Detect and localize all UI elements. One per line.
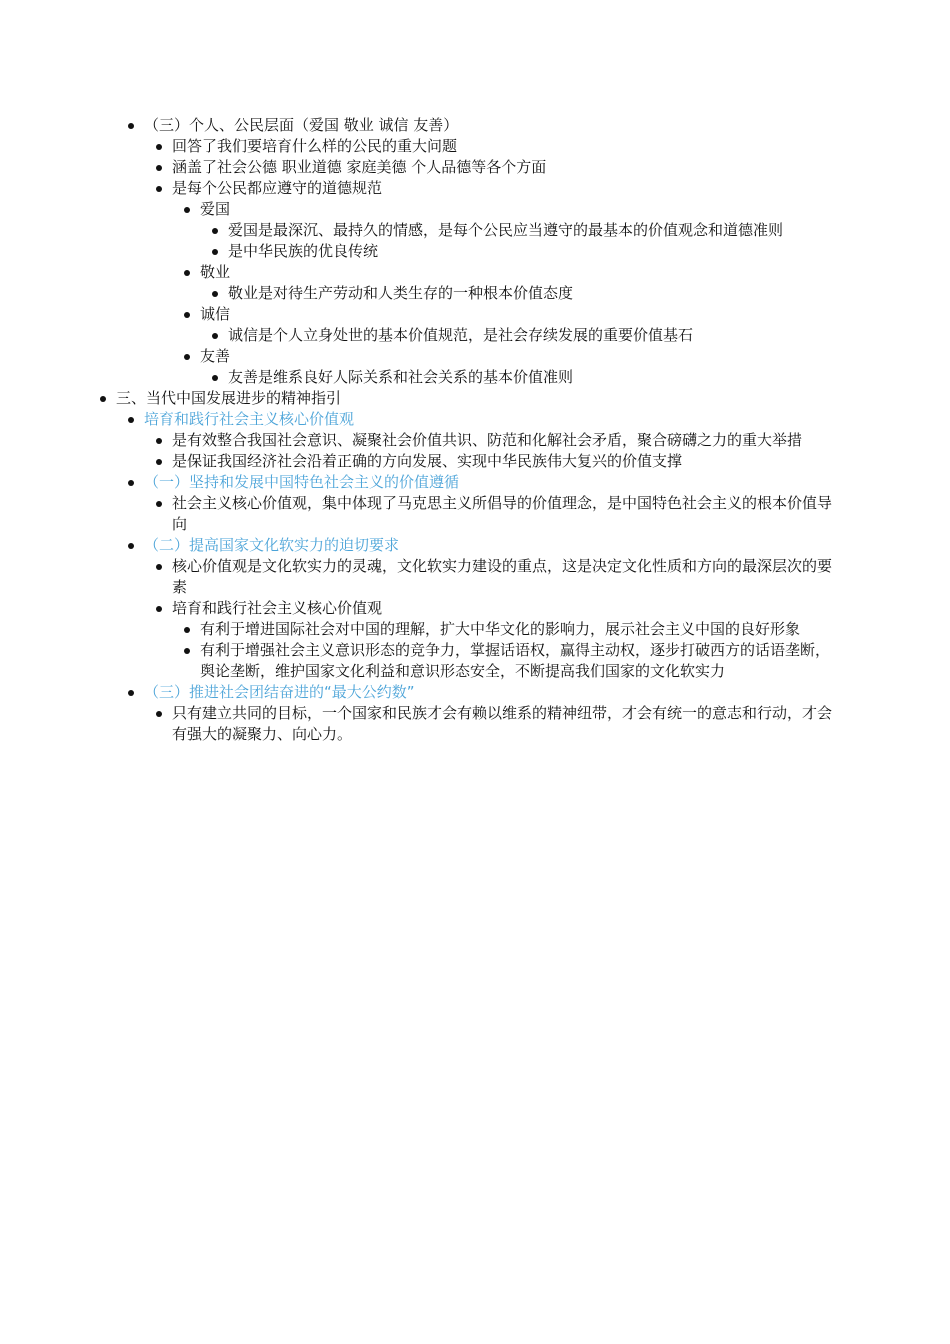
outline-item: [228, 220, 834, 241]
outline-heading: （三）个人、公民层面（爱国 敬业 诚信 友善）: [144, 116, 459, 134]
outline-item-text: 社会主义核心价值观，集中体现了马克思主义所倡导的价值理念，是中国特色社会主义的根本价值导向: [172, 494, 833, 533]
outline-item: [172, 451, 836, 472]
outline-sublist: [200, 325, 834, 346]
outline-item-text: 爱国: [200, 200, 231, 218]
outline-item-text: 培育和践行社会主义核心价值观: [172, 599, 383, 617]
outline-item-text: 核心价值观是文化软实力的灵魂，文化软实力建设的重点，这是决定文化性质和方向的最深层次的要素: [172, 557, 833, 596]
outline-item: [172, 598, 836, 682]
outline-sublist: [144, 556, 836, 682]
outline-item[interactable]: [144, 472, 836, 535]
outline-item: [172, 157, 834, 178]
outline-item-text: 有利于增进国际社会对中国的理解，扩大中华文化的影响力，展示社会主义中国的良好形象: [200, 620, 801, 638]
outline-item-text: 涵盖了社会公德 职业道德 家庭美德 个人品德等各个方面: [172, 158, 547, 176]
outline-item: [172, 178, 834, 388]
outline-sublist: [144, 430, 836, 472]
outline-heading: 三、当代中国发展进步的精神指引: [116, 389, 342, 407]
outline-sublist: [200, 283, 834, 304]
outline-item: [228, 367, 834, 388]
outline-item: [228, 325, 834, 346]
outline-top-item: [0, 115, 834, 388]
outline-item-text: 是有效整合我国社会意识、凝聚社会价值共识、防范和化解社会矛盾，聚合磅礴之力的重大举措: [172, 431, 803, 449]
outline-item: [200, 640, 836, 682]
outline-item: [228, 241, 834, 262]
outline-link-text[interactable]: （三）推进社会团结奋进的“最大公约数”: [144, 683, 415, 701]
outline-item-text: 友善是维系良好人际关系和社会关系的基本价值准则: [228, 368, 574, 386]
outline-item-text: 有利于增强社会主义意识形态的竞争力，掌握话语权，赢得主动权，逐步打破西方的话语垄断，舆论垄断，维护国家文化利益和意识形态安全，不断提高我们国家的文化软实力: [200, 641, 831, 680]
outline-item-text: 敬业: [200, 263, 231, 281]
outline-item-text: 诚信: [200, 305, 231, 323]
outline-link-text[interactable]: 培育和践行社会主义核心价值观: [144, 410, 355, 428]
outline-item[interactable]: [144, 682, 836, 745]
outline-top-item: [0, 388, 836, 745]
outline-sublist: [144, 493, 836, 535]
outline-item-text: 诚信是个人立身处世的基本价值规范，是社会存续发展的重要价值基石: [228, 326, 694, 344]
outline-item-text: 只有建立共同的目标，一个国家和民族才会有赖以维系的精神纽带，才会有统一的意志和行动，才会有强大的凝聚力、向心力。: [172, 704, 833, 743]
outline-item: [228, 283, 834, 304]
outline-item-text: 是每个公民都应遵守的道德规范: [172, 179, 383, 197]
outline-item: [200, 304, 834, 346]
outline-sublist: [172, 619, 836, 682]
outline: [0, 115, 836, 745]
outline-item: [200, 619, 836, 640]
outline-item-text: 是保证我国经济社会沿着正确的方向发展、实现中华民族伟大复兴的价值支撑: [172, 452, 683, 470]
outline-sublist: [200, 220, 834, 262]
outline-item: [200, 262, 834, 304]
outline-sublist: [144, 703, 836, 745]
outline-item: [200, 199, 834, 262]
outline-item-text: 敬业是对待生产劳动和人类生存的一种根本价值态度: [228, 284, 574, 302]
outline-sublist: [172, 199, 834, 388]
outline-item-text: 是中华民族的优良传统: [228, 242, 379, 260]
outline-item: [172, 556, 836, 598]
outline-link-text[interactable]: （一）坚持和发展中国特色社会主义的价值遵循: [144, 473, 460, 491]
outline-item[interactable]: [144, 535, 836, 682]
outline-item: [172, 703, 836, 745]
outline-item[interactable]: [144, 409, 836, 472]
outline-item-text: 爱国是最深沉、最持久的情感，是每个公民应当遵守的最基本的价值观念和道德准则: [228, 221, 784, 239]
outline-item-text: 友善: [200, 347, 231, 365]
outline-item: [172, 430, 836, 451]
outline-sublist: [144, 136, 834, 388]
outline-item: [172, 136, 834, 157]
outline-link-text[interactable]: （二）提高国家文化软实力的迫切要求: [144, 536, 400, 554]
outline-item: [172, 493, 836, 535]
outline-item: [200, 346, 834, 388]
outline-sublist: [200, 367, 834, 388]
outline-item-text: 回答了我们要培育什么样的公民的重大问题: [172, 137, 458, 155]
outline-sublist: [116, 409, 836, 745]
